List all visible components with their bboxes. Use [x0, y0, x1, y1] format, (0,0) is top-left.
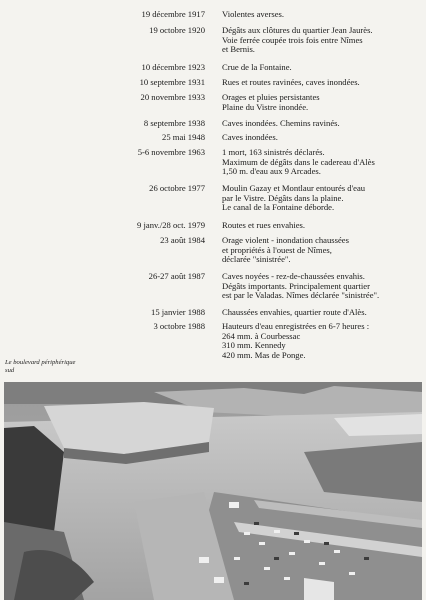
event-date: 20 novembre 1933 [140, 92, 205, 102]
event-description [222, 184, 365, 213]
event-description-line: et propriétés à l'ouest de Nîmes, [222, 244, 332, 255]
event-description-line: par le Vistre. Dégâts dans la plaine. [222, 192, 344, 203]
event-date: 9 janv./28 oct. 1979 [137, 220, 205, 230]
event-description-line: Violentes averses. [222, 9, 285, 19]
caption-line: sud [5, 366, 15, 374]
flood-photograph [4, 382, 422, 600]
event-description [222, 119, 340, 129]
event-description [222, 148, 375, 177]
event-description-line: Orage violent - inondation chaussées [222, 235, 349, 245]
event-description [222, 26, 373, 55]
event-description-line: Hauteurs d'eau enregistrées en 6-7 heures : [222, 321, 370, 331]
event-description-line: 264 mm. à Courbessac [222, 330, 301, 341]
event-description-line: Caves noyées - rez-de-chaussées envahis. [222, 271, 365, 281]
event-description-line: Maximum de dégâts dans le cadereau d'Alès [222, 156, 375, 167]
event-date: 26 octobre 1977 [149, 183, 205, 193]
event-description-line: Dégâts importants. Principalement quartier [222, 280, 370, 291]
event-description [222, 10, 284, 20]
flooded-boulevard-image [4, 382, 422, 600]
event-description-line: 1 mort, 163 sinistrés déclarés. [222, 147, 325, 157]
event-description-line: 310 mm. Kennedy [222, 340, 286, 351]
event-description-line: Routes et rues envahies. [222, 220, 306, 230]
event-date: 3 octobre 1988 [153, 321, 205, 331]
event-description-line: est par le Valadas. Nîmes déclarée "sinistrée". [222, 290, 380, 301]
event-description [222, 236, 349, 265]
event-description-line: Crue de la Fontaine. [222, 62, 292, 72]
event-description [222, 63, 292, 73]
event-date: 15 janvier 1988 [151, 307, 205, 317]
event-description-line: 420 mm. Mas de Ponge. [222, 349, 306, 360]
event-date: 8 septembre 1938 [143, 118, 205, 128]
event-description [222, 272, 379, 301]
event-description-line: Moulin Gazay et Montlaur entourés d'eau [222, 183, 366, 193]
event-description [222, 78, 360, 88]
event-description [222, 93, 320, 112]
event-date: 10 décembre 1923 [141, 62, 205, 72]
caption-line: Le boulevard périphérique [5, 359, 76, 366]
event-description-line: Caves inondées. Chemins ravinés. [222, 118, 340, 128]
event-description-line: Voie ferrée coupée trois fois entre Nîmes [222, 34, 363, 45]
event-description-line: Dégâts aux clôtures du quartier Jean Jaurès. [222, 25, 373, 35]
event-description-line: Plaine du Vistre inondée. [222, 101, 309, 112]
photo-caption [5, 359, 75, 374]
event-date: 5-6 novembre 1963 [137, 147, 205, 157]
event-description-line: Rues et routes ravinées, caves inondées. [222, 77, 360, 87]
event-description-line: déclarée "sinistrée". [222, 254, 291, 265]
event-date: 19 octobre 1920 [149, 25, 205, 35]
event-description [222, 308, 367, 318]
event-description [222, 221, 305, 231]
event-description-line: Le canal de la Fontaine déborde. [222, 202, 335, 213]
event-date: 25 mai 1948 [162, 132, 205, 142]
event-description [222, 133, 278, 143]
event-date: 10 septembre 1931 [139, 77, 205, 87]
event-date: 23 août 1984 [160, 235, 205, 245]
event-description-line: Orages et pluies persistantes [222, 92, 320, 102]
event-description-line: Chaussées envahies, quartier route d'Alès. [222, 307, 367, 317]
event-description-line: Caves inondées. [222, 132, 278, 142]
event-description-line: 1,50 m. d'eau aux 9 Arcades. [222, 166, 321, 177]
event-description-line: et Bernis. [222, 44, 255, 55]
event-date: 19 décembre 1917 [141, 9, 205, 19]
event-description [222, 322, 369, 360]
event-date: 26-27 août 1987 [148, 271, 205, 281]
